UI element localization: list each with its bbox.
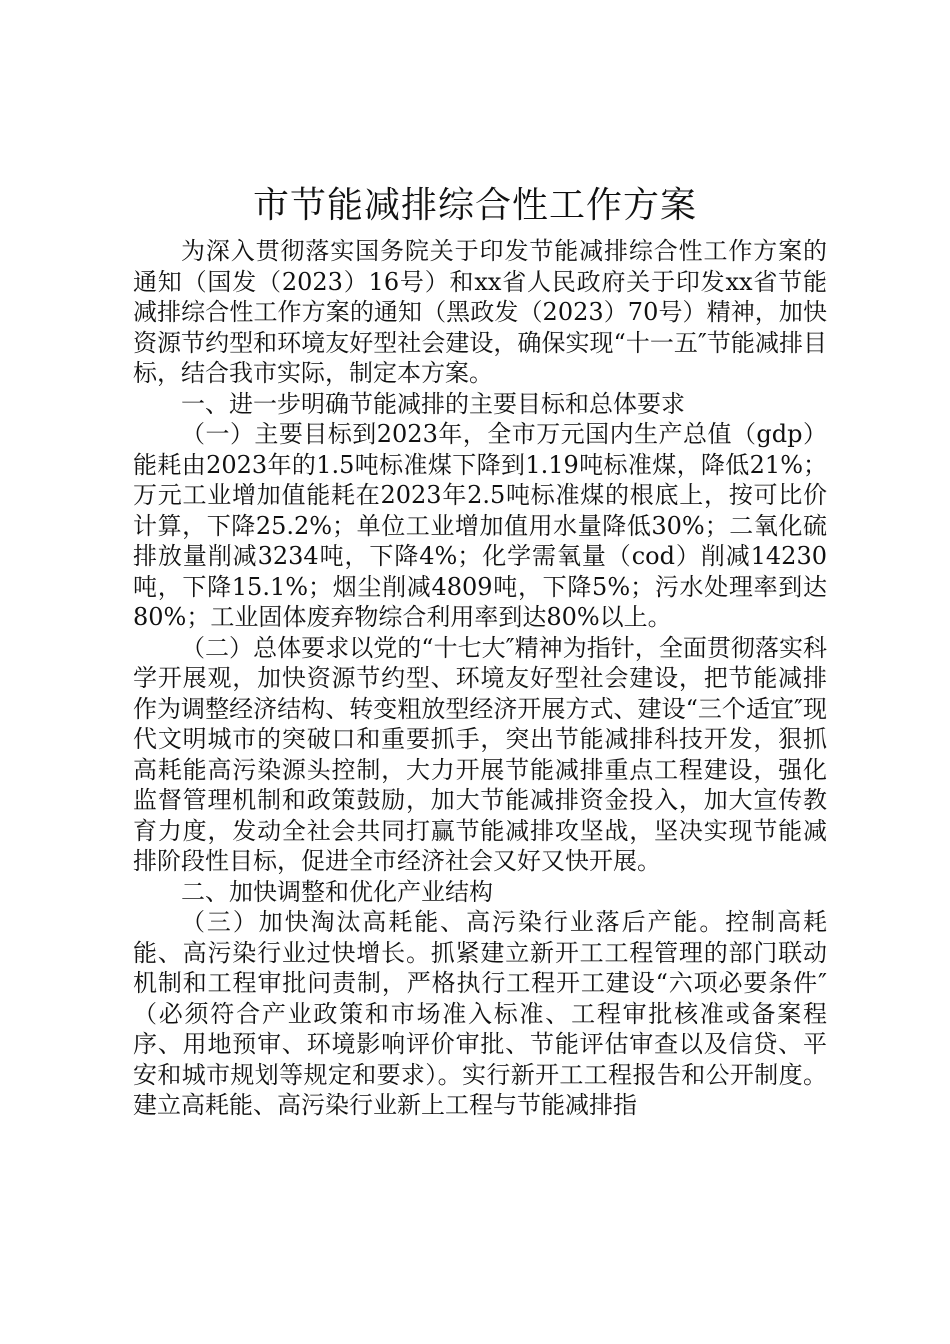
paragraph-intro: 为深入贯彻落实国务院关于印发节能减排综合性工作方案的通知（国发（2023）16号）和xx省人民政府关于印发xx省节能减排综合性工作方案的通知（黑政发（2023）70号）精神，加快资源节约型和环境友好型社会建设，确保实现“十一五″节能减排目标，结合我市实际，制定本方案。: [133, 237, 827, 387]
document-body: [133, 236, 827, 1121]
paragraph-main-targets: （一）主要目标到2023年，全市万元国内生产总值（gdp）能耗由2023年的1.5吨标准煤下降到1.19吨标准煤，降低21%；万元工业增加值能耗在2023年2.5吨标准煤的根底上，按可比价计算，下降25.2%；单位工业增加值用水量降低30%；二氧化硫排放量削减3234吨，下降4%；化学需氧量（cod）削减14230吨，下降15.1%；烟尘削减4809吨，下降5%；污水处理率到达80%；工业固体废弃物综合利用率到达80%以上。: [133, 420, 827, 631]
paragraph-general-requirements: （二）总体要求以党的“十七大″精神为指针，全面贯彻落实科学开展观，加快资源节约型、环境友好型社会建设，把节能减排作为调整经济结构、转变粗放型经济开展方式、建设“三个适宜″现代文明城市的突破口和重要抓手，突出节能减排科技开发，狠抓高耗能高污染源头控制，大力开展节能减排重点工程建设，强化监督管理机制和政策鼓励，加大节能减排资金投入，加大宣传教育力度，发动全社会共同打赢节能减排攻坚战，坚决实现节能减排阶段性目标，促进全市经济社会又好又快开展。: [133, 633, 827, 875]
paragraph-eliminate-capacity: （三）加快淘汰高耗能、高污染行业落后产能。控制高耗能、高污染行业过快增长。抓紧建立新开工工程管理的部门联动机制和工程审批问责制，严格执行工程开工建设“六项必要条件″（必须符合产业政策和市场准入标准、工程审批核准或备案程序、用地预审、环境影响评价审批、节能评估审查以及信贷、平安和城市规划等规定和要求）。实行新开工工程报告和公开制度。建立高耗能、高污染行业新上工程与节能减排指: [133, 908, 827, 1119]
section-heading-1: 一、进一步明确节能减排的主要目标和总体要求: [181, 389, 685, 418]
document-title: 市节能减排综合性工作方案: [252, 185, 697, 226]
section-heading-2: 二、加快调整和优化产业结构: [181, 877, 493, 906]
